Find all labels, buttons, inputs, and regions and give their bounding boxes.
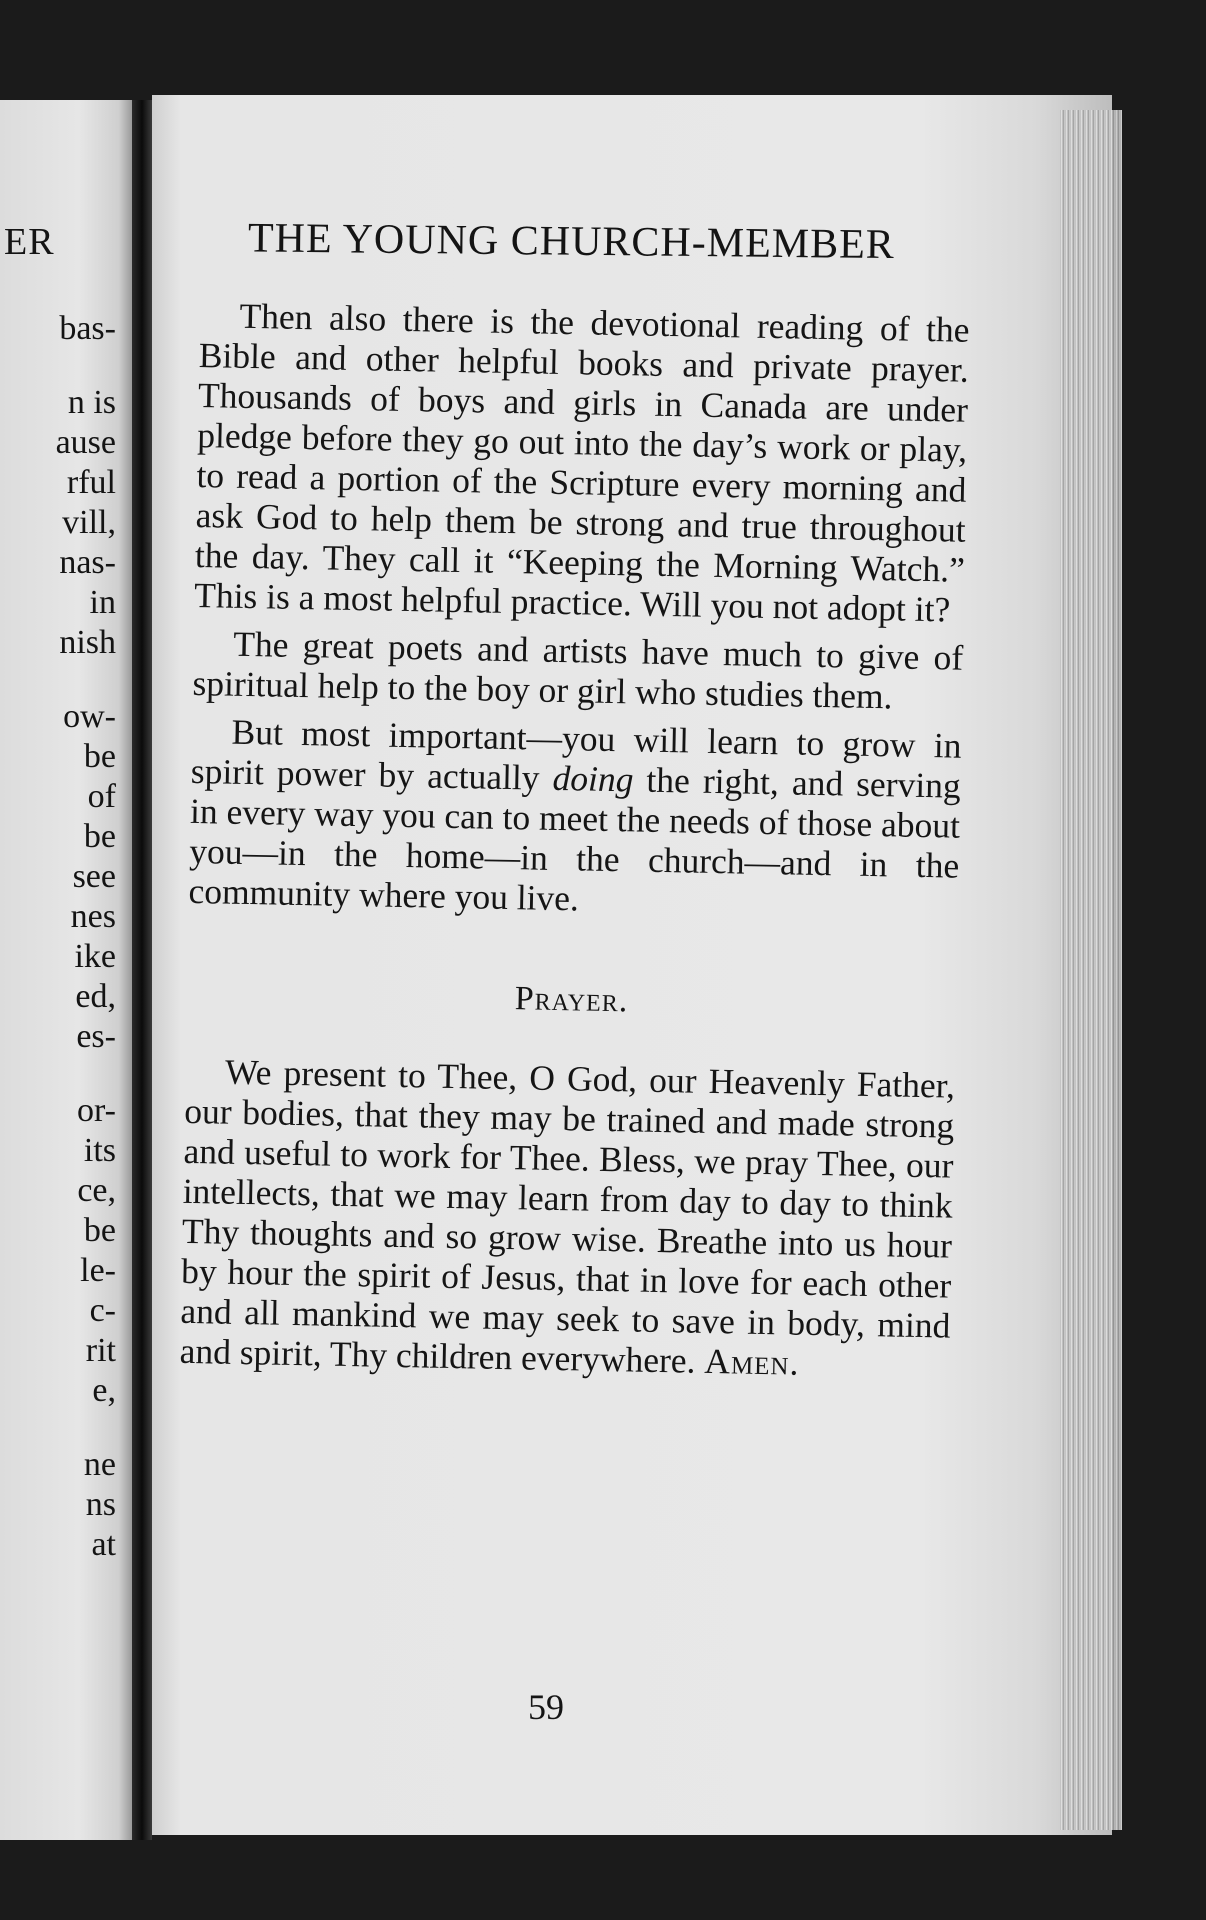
left-page-fragment: ce, <box>77 1172 116 1209</box>
left-page-fragment: see <box>72 858 116 895</box>
paragraph-2: The great poets and artists have much to give of spiritual help to the boy or girl who studies them. <box>192 623 964 717</box>
left-page-fragment: or- <box>77 1092 116 1129</box>
left-page-fragment: ns <box>85 1486 116 1523</box>
left-page-fragment: nes <box>70 898 116 935</box>
left-page-fragment: bas- <box>59 310 116 347</box>
left-page-fragment: be <box>83 738 116 775</box>
left-page-fragment: be <box>83 1212 116 1249</box>
running-head: THE YOUNG CHURCH-MEMBER <box>247 215 896 269</box>
left-page-fragment: nish <box>59 624 116 661</box>
left-page-fragment: es- <box>76 1018 116 1055</box>
prayer-paragraph <box>179 1051 955 1386</box>
paragraph-3 <box>188 711 962 926</box>
left-page-header-fragment: ER <box>4 221 55 263</box>
left-page-fragment: ike <box>74 938 116 975</box>
left-page-fragment: nas- <box>59 544 116 581</box>
left-page-fragment: of <box>87 778 116 815</box>
left-page-fragment: be <box>83 818 116 855</box>
left-page-fragment: c- <box>89 1292 116 1329</box>
left-page-fragment: ne <box>83 1446 116 1483</box>
page-edges <box>1060 110 1122 1830</box>
left-page-fragment: n is <box>67 384 116 421</box>
left-page <box>0 100 132 1840</box>
prayer-heading: Prayer. <box>514 980 629 1020</box>
left-page-fragment: ow- <box>63 698 116 735</box>
left-page-fragment: vill, <box>62 504 116 541</box>
paragraph-3-text-b: the right, and serving in every way you can to meet the needs of those about you—in the home—in the church—and in the community where you live. <box>188 759 962 919</box>
left-page-fragment: ed, <box>75 978 116 1015</box>
left-page-fragment: rful <box>66 464 116 501</box>
page-number: 59 <box>528 1687 564 1727</box>
left-page-fragment: in <box>89 584 116 621</box>
paragraph-3-text-a: But most important—you will learn to grow in spirit power by actually <box>190 711 962 798</box>
prayer-text: We present to Thee, O God, our Heavenly Father, our bodies, that they may be trained and made strong and useful to work for Thee. Bless, we pray Thee, our intellects, that we may learn from day to day to think Thy thoughts and so grow wise. Breathe into us hour by hour the spirit of Jesus, that in love for each other and all mankind we may seek to save in body, mind and spirit, Thy children everywhere. <box>179 1051 956 1381</box>
body-text <box>179 295 970 1394</box>
amen: Amen. <box>704 1340 800 1383</box>
left-page-fragment: ause <box>55 424 116 461</box>
book-gutter <box>132 100 152 1840</box>
left-page-fragment: at <box>91 1526 116 1563</box>
paragraph-3-emphasis: doing <box>552 757 634 800</box>
left-page-fragment: e, <box>92 1372 116 1409</box>
paragraph-1: Then also there is the devotional reading of the Bible and other helpful books and private prayer. Thousands of boys and girls in Canada are under pledge before they go out into the day’s work or play, to read a portion of the Scripture every morning and ask God to help them be strong and true throughout the day. They call it “Keeping the Morning Watch.” This is a most helpful practice. Will you not adopt it? <box>193 295 970 630</box>
left-page-fragment: rit <box>85 1332 116 1369</box>
left-page-fragment: le- <box>80 1252 116 1289</box>
left-page-fragment: its <box>83 1132 116 1169</box>
